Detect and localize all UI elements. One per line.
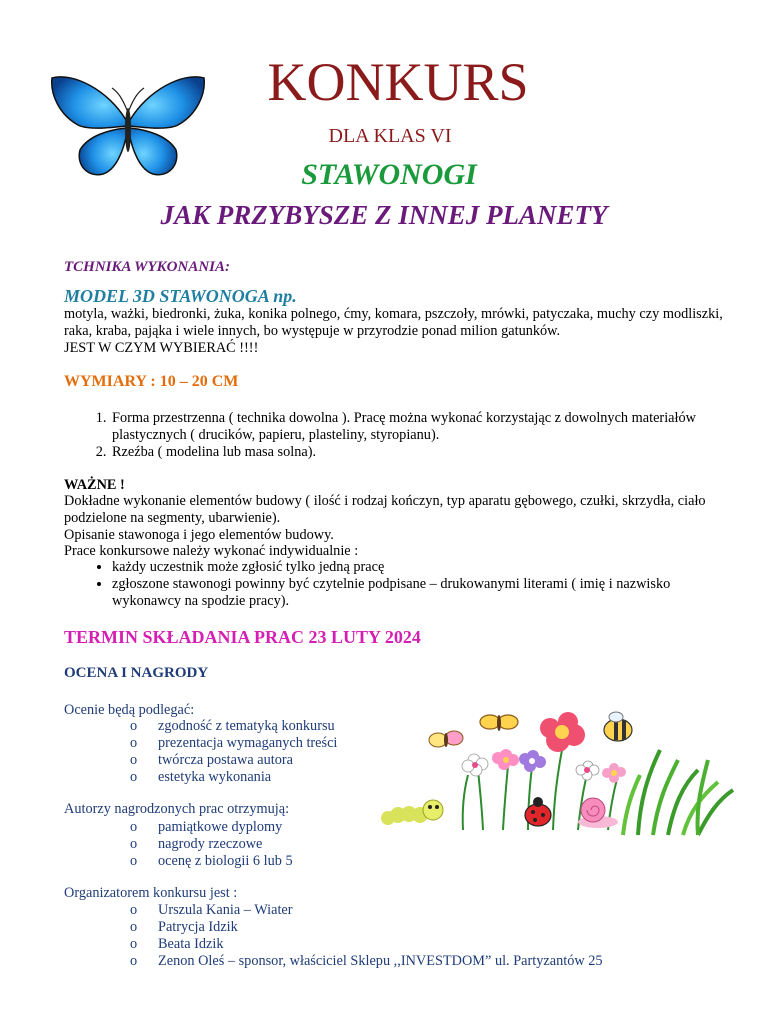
bullet-icon: o [130,953,138,969]
list-item: o ocenę z biologii 6 lub 5 [130,853,293,869]
list-item: o estetyka wykonania [130,769,272,785]
bullet-icon: o [130,836,138,852]
topic-heading: STAWONOGI [301,158,477,191]
slogan-heading: JAK PRZYBYSZE Z INNEJ PLANETY [160,200,608,230]
important-line: Prace konkursowe należy wykonać indywidualnie : [64,543,359,559]
organizers-intro: Organizatorem konkursu jest : [64,885,238,901]
bullet-icon: o [130,919,138,935]
choice-note: JEST W CZYM WYBIERAĆ !!!! [64,340,259,356]
list-item: 2. Rzeźba ( modelina lub masa solna). [110,444,724,461]
list-item: o Zenon Oleś – sponsor, właściciel Sklepu ,,INVESTDOM” ul. Partyzantów 25 [130,953,603,969]
important-line: Dokładne wykonanie elementów budowy ( ilość i rodzaj kończyn, typ aparatu gębowego, czułki, skrzydła, ciało podzielone na segmenty, ubarwienie). [64,493,706,526]
list-item: o nagrody rzeczowe [130,836,263,852]
list-item: 1. Forma przestrzenna ( technika dowolna ). Pracę można wykonać korzystając z dowolnych materiałów plastycznych ( drucików, papieru, plasteliny, styropianu). [110,410,724,444]
bullet-icon: o [130,769,138,785]
butterfly-small-icon [429,731,463,747]
criteria-intro: Ocenie będą podlegać: [64,702,195,718]
bee-icon [604,712,632,741]
garden-illustration [378,690,738,840]
grass-icon [623,750,733,835]
model-heading: MODEL 3D STAWONOGA np. [64,286,297,306]
bullet-icon: o [130,735,138,751]
list-item: o twórcza postawa autora [130,752,293,768]
technique-options-list [64,410,724,461]
technique-description: motyla, ważki, biedronki, żuka, konika polnego, ćmy, komara, pszczoły, mrówki, patyczaka, muchy czy modliszki, raka, kraba, pająka i wiele innych, bo występuje w przyrodzie ponad milion gatunków. [64,306,723,339]
dimensions-heading: WYMIARY : 10 – 20 CM [64,373,239,390]
list-item: o pamiątkowe dyplomy [130,819,283,835]
list-item: o Urszula Kania – Wiater [130,902,293,918]
organizers-list [130,902,730,970]
bullet-icon: o [130,902,138,918]
deadline-heading: TERMIN SKŁADANIA PRAC 23 LUTY 2024 [64,627,421,647]
bullet-icon: o [130,853,138,869]
important-heading: WAŻNE ! [64,477,125,493]
prizes-intro: Autorzy nagrodzonych prac otrzymują: [64,801,290,817]
page-title: KONKURS [267,52,529,112]
list-item: o Beata Idzik [130,936,224,952]
technique-heading: TCHNIKA WYKONANIA: [64,259,231,275]
butterfly-small-icon [480,715,518,731]
page-subtitle: DLA KLAS VI [328,125,452,147]
list-item: o Patrycja Idzik [130,919,238,935]
bullet-icon: o [130,819,138,835]
bullet-icon: o [130,752,138,768]
important-line: Opisanie stawonoga i jego elementów budowy. [64,527,334,543]
list-item: o prezentacja wymaganych treści [130,735,338,751]
evaluation-heading: OCENA I NAGRODY [64,665,209,681]
list-item: o zgodność z tematyką konkursu [130,718,335,734]
list-item: • zgłoszone stawonogi powinny być czytelnie podpisane – drukowanymi literami ( imię i nazwisko wykonawcy na spodzie pracy). [112,576,724,610]
bullet-icon: o [130,936,138,952]
list-item: • każdy uczestnik może zgłosić tylko jedną pracę [112,559,724,576]
caterpillar-icon [381,800,443,825]
bullet-icon: o [130,718,138,734]
rules-list [64,559,724,610]
